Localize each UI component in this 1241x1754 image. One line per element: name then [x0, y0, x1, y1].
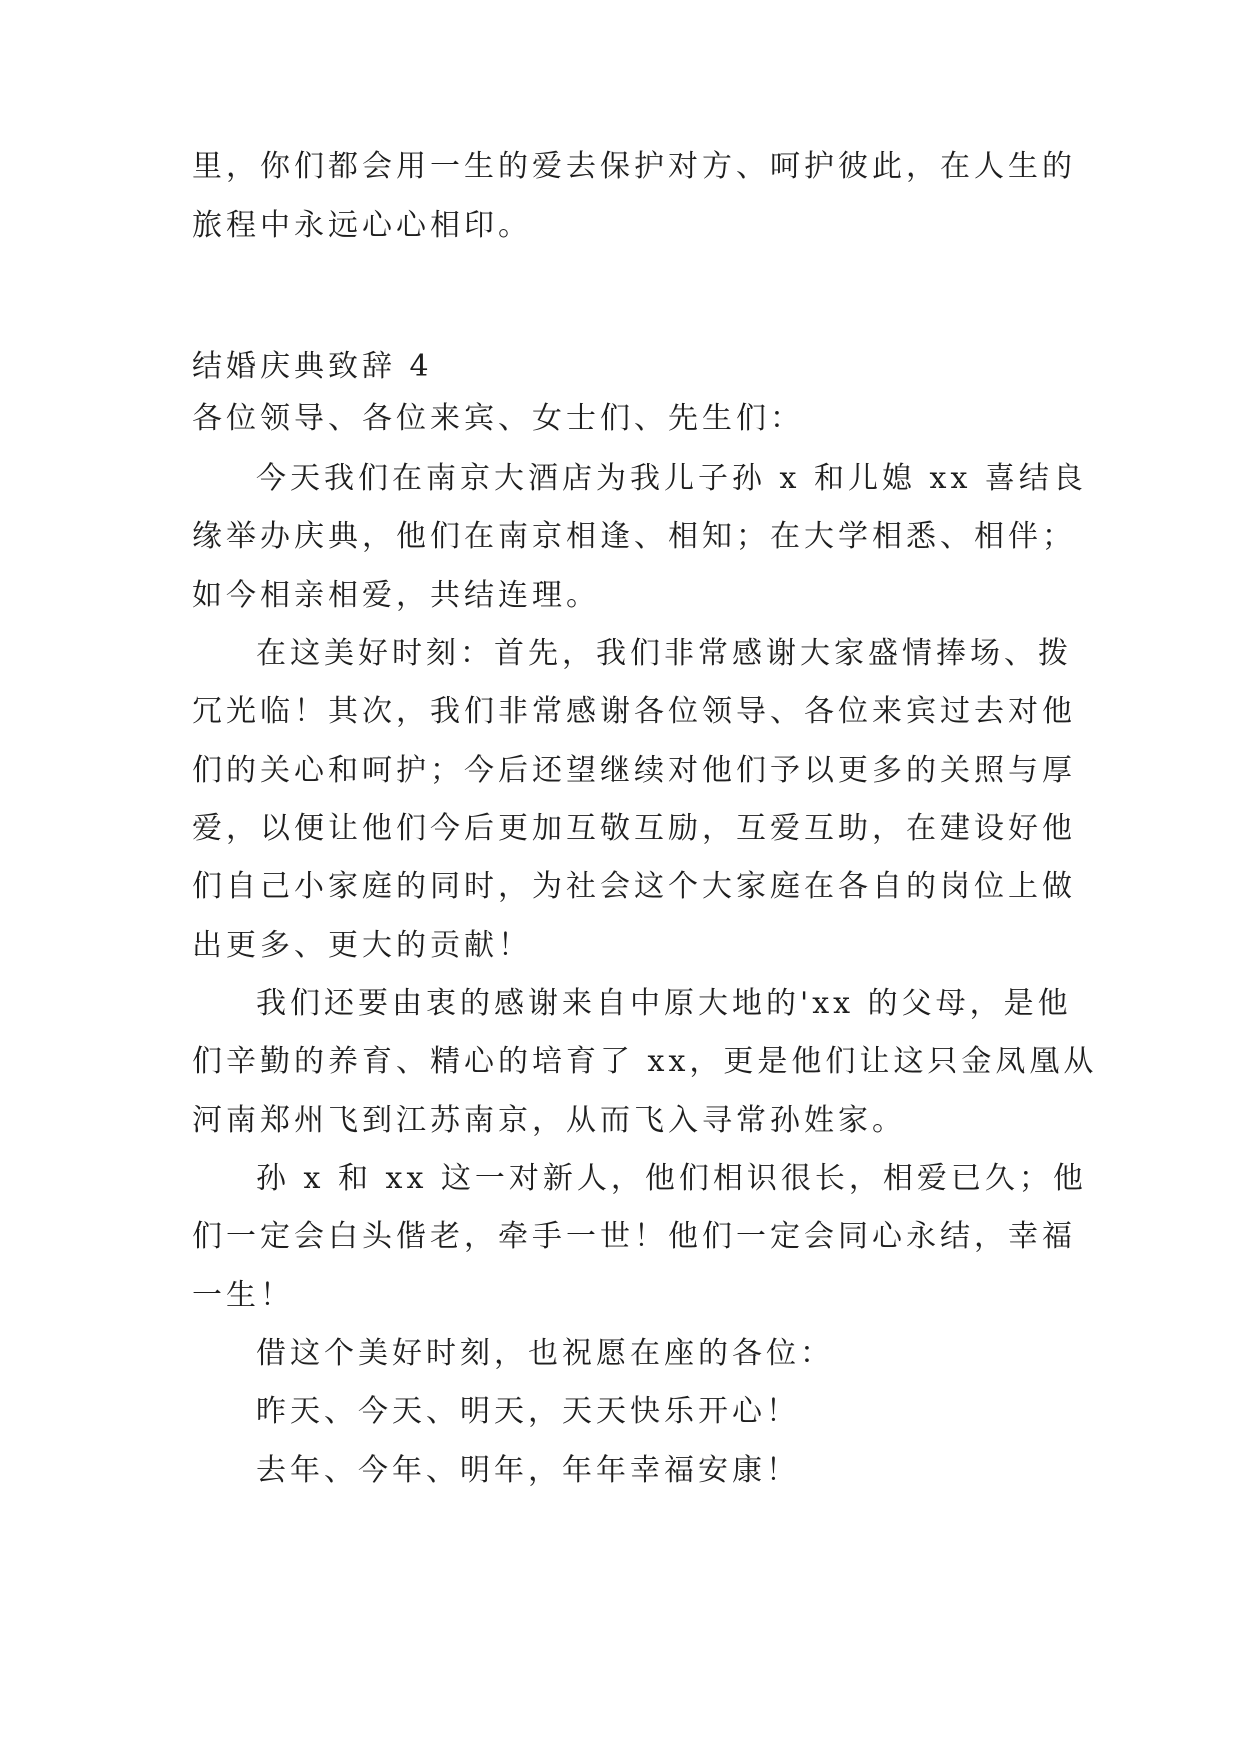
section-title: 结婚庆典致辞 4	[192, 349, 433, 384]
paragraph-line: 爱，以便让他们今后更加互敬互励，互爱互助，在建设好他	[192, 811, 1076, 846]
paragraph-line: 河南郑州飞到江苏南京，从而飞入寻常孙姓家。	[192, 1103, 906, 1138]
paragraph-line: 我们还要由衷的感谢来自中原大地的'xx 的父母，是他	[256, 986, 1072, 1021]
paragraph-line: 们自己小家庭的同时，为社会这个大家庭在各自的岗位上做	[192, 869, 1076, 904]
salutation: 各位领导、各位来宾、女士们、先生们：	[192, 401, 804, 436]
paragraph-line: 们一定会白头偕老，牵手一世！他们一定会同心永结，幸福	[192, 1219, 1076, 1254]
paragraph-line: 们辛勤的养育、精心的培育了 xx，更是他们让这只金凤凰从	[192, 1044, 1098, 1079]
paragraph-line: 今天我们在南京大酒店为我儿子孙 x 和儿媳 xx 喜结良	[256, 461, 1087, 496]
paragraph-line: 们的关心和呵护；今后还望继续对他们予以更多的关照与厚	[192, 753, 1076, 788]
paragraph-line: 缘举办庆典，他们在南京相逢、相知；在大学相悉、相伴；	[192, 519, 1076, 554]
paragraph-line: 去年、今年、明年，年年幸福安康！	[256, 1453, 800, 1488]
paragraph-line: 冗光临！其次，我们非常感谢各位领导、各位来宾过去对他	[192, 694, 1076, 729]
paragraph-line: 一生！	[192, 1278, 294, 1313]
paragraph-line: 旅程中永远心心相印。	[192, 208, 532, 243]
paragraph-line: 孙 x 和 xx 这一对新人，他们相识很长，相爱已久；他	[256, 1161, 1087, 1196]
paragraph-line: 在这美好时刻：首先，我们非常感谢大家盛情捧场、拨	[256, 636, 1072, 671]
paragraph-line: 出更多、更大的贡献！	[192, 928, 532, 963]
paragraph-line: 昨天、今天、明天，天天快乐开心！	[256, 1394, 800, 1429]
paragraph-line: 如今相亲相爱，共结连理。	[192, 578, 600, 613]
paragraph-line: 里，你们都会用一生的爱去保护对方、呵护彼此，在人生的	[192, 149, 1076, 184]
paragraph-line: 借这个美好时刻，也祝愿在座的各位：	[256, 1336, 834, 1371]
